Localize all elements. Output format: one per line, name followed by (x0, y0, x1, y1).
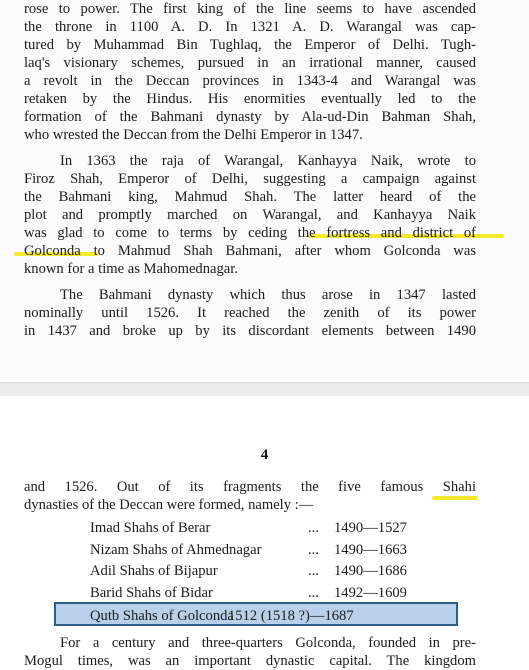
dynasty-name: Imad Shahs of Berar (90, 520, 211, 536)
text-line: the throne in 1100 A. D. In 1321 A. D. Warangal was cap- (24, 19, 476, 35)
text-line: a revolt in the Deccan provinces in 1343-4 and Warangal was (24, 73, 476, 89)
text-line: laq's visionary schemes, pursued in an irrational manner, caused (24, 55, 476, 71)
dynasty-row (90, 540, 430, 562)
leader-dots: ... (308, 541, 319, 558)
text-line: known for a time as Mahomednagar. (24, 261, 238, 277)
text-line: Firoz Shah, Emperor of Delhi, suggesting a campaign against (24, 171, 476, 187)
text-line: rose to power. The first king of the line seems to have ascended (24, 1, 476, 17)
text-line: In 1363 the raja of Warangal, Kanhayya Naik, wrote to (60, 153, 476, 169)
dynasty-years: 1512 (1518 ?)—1687 (228, 608, 354, 624)
dynasty-years: 1492—1609 (334, 584, 407, 601)
leader-dots: ... (308, 563, 319, 579)
text-line: and 1526. Out of its fragments the five famous Shahi (24, 479, 476, 495)
page-number: 4 (260, 447, 269, 463)
text-line: dynasties of the Deccan were formed, namely :— (24, 497, 314, 513)
leader-dots: ... (308, 520, 319, 536)
text-line: who wrested the Deccan from the Delhi Emperor in 1347. (24, 127, 363, 143)
text-line: For a century and three-quarters Golconda, founded in pre- (60, 635, 476, 651)
dynasty-row-highlighted (54, 602, 458, 626)
dynasty-name: Nizam Shahs of Ahmednagar (90, 541, 262, 558)
dynasty-name: Barid Shahs of Bidar (90, 584, 213, 601)
text-line: The Bahmani dynasty which thus arose in 1347 lasted (60, 287, 476, 303)
leader-dots: ... (308, 584, 319, 601)
dynasty-row (90, 518, 430, 540)
text-line: tured by Muhammad Bin Tughlaq, the Emperor of Delhi. Tugh- (24, 37, 476, 53)
dynasty-list (90, 518, 430, 624)
dynasty-name: Qutb Shahs of Golconda (90, 608, 234, 624)
text-line: the Bahmani king, Mahmud Shah. The latter heard of the (24, 189, 476, 205)
dynasty-years: 1490—1686 (334, 563, 407, 579)
dynasty-row (90, 561, 430, 583)
text-line: nominally until 1526. It reached the zenith of its power (24, 305, 476, 321)
dynasty-row (90, 583, 430, 605)
text-line: retaken by the Hindus. His enormities eventually led to the (24, 91, 476, 107)
text-line: plot and promptly marched on Warangal, and Kanhayya Naik (24, 207, 476, 223)
dynasty-years: 1490—1663 (334, 541, 407, 558)
text-line: was glad to come to terms by ceding the fortress and district of (24, 225, 476, 241)
text-line: formation of the Bahmani dynasty by Ala-ud-Din Bahman Shah, (24, 109, 476, 125)
dynasty-name: Adil Shahs of Bijapur (90, 563, 218, 579)
dynasty-years: 1490—1527 (334, 520, 407, 536)
text-line: Mogul times, was an important dynastic capital. The kingdom (24, 653, 476, 669)
text-line: in 1437 and broke up by its discordant elements between 1490 (24, 323, 476, 339)
text-line: Golconda to Mahmud Shah Bahmani, after whom Golconda was (24, 243, 476, 259)
